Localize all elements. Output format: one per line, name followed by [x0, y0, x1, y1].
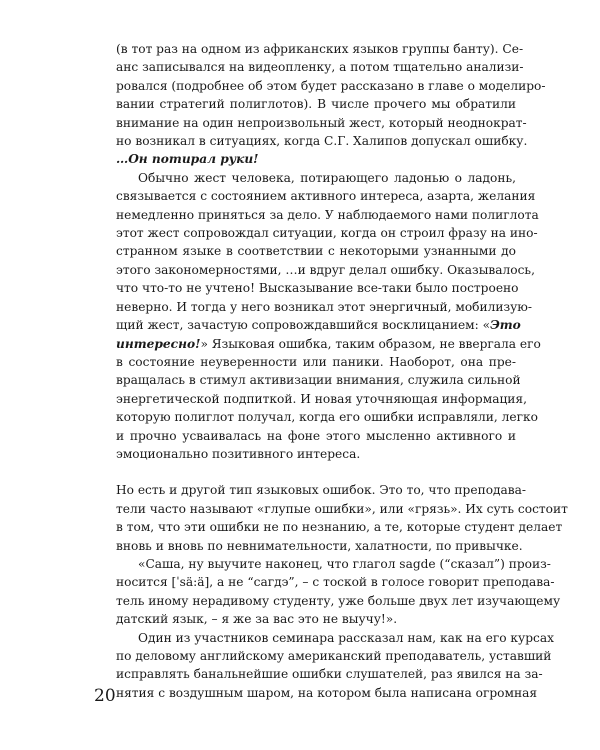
text-line: тель иному нерадивому студенту, уже больше двух лет изучающему — [116, 593, 561, 608]
text-line: немедленно приняться за дело. У наблюдаемого нами полиглота — [116, 207, 539, 222]
text-line: ровался (подробнее об этом будет рассказано в главе о моделиро- — [116, 78, 546, 93]
text-line: странном языке в соответствии с некоторыми узнанными до — [116, 244, 516, 259]
text-line: эмоционально позитивного интереса. — [116, 446, 361, 461]
text-line: энергетической подпиткой. И новая уточняющая информация, — [116, 391, 527, 406]
text-line: внимание на один непроизвольный жест, который неоднократ- — [116, 115, 527, 130]
text-line: этого закономерностями, …и вдруг делал ошибку. Оказывалось, — [116, 262, 535, 277]
text-line: тели часто называют «глупые ошибки», или «грязь». Их суть состоит — [116, 501, 568, 516]
text-line: исправлять банальнейшие ошибки слушателей, раз явился на за- — [116, 667, 543, 682]
text-line: и прочно усваивалась на фоне этого мысленно активного и — [116, 428, 516, 443]
text-line: Обычно жест человека, потирающего ладонью о ладонь, — [138, 170, 516, 185]
bold-italic-text: Это — [490, 318, 521, 333]
text-line: этот жест сопровождал ситуации, когда он строил фразу на ино- — [116, 226, 538, 241]
text-line: Один из участников семинара рассказал нам, как на его курсах — [138, 630, 554, 645]
paragraph-1 — [116, 40, 546, 169]
text-line — [116, 316, 521, 334]
text-line: вновь и вновь по невнимательности, халатности, по привычке. — [116, 538, 523, 553]
paragraph-3 — [116, 481, 568, 555]
text-fragment: щий жест, зачастую сопровождавшийся восклицанием: « — [116, 318, 491, 333]
paragraph-5 — [116, 629, 554, 703]
highlight-line: …Он потирал руки! — [116, 152, 259, 167]
text-line: которую полиглот получал, когда его ошибки исправляли, легко — [116, 410, 538, 425]
text-line: по деловому английскому американский преподаватель, уставший — [116, 649, 552, 663]
text-line: неверно. И тогда у него возникал этот энергичный, мобилизую- — [116, 299, 533, 314]
text-line: «Саша, ну выучите наконец, что глагол sagde (“сказал”) произ- — [138, 556, 551, 571]
page-number: 20 — [94, 686, 116, 706]
text-line: что что-то не учтено! Высказывание все-таки было построено — [116, 281, 519, 296]
text-line: носится [ˈsä:ä], а не “сагдэ”, – с тоской в голосе говорит преподава- — [116, 575, 555, 590]
text-fragment: » Языковая ошибка, таким образом, не ввергала его — [200, 336, 541, 351]
paragraph-4 — [116, 555, 561, 629]
text-line: анс записывался на видеопленку, а потом тщательно анализи- — [116, 60, 524, 75]
paragraph-gap — [116, 463, 516, 481]
text-line: вании стратегий полиглотов). В числе прочего мы обратили — [116, 97, 516, 112]
paragraph-2 — [116, 169, 541, 464]
text-line: связывается с состоянием активного интереса, азарта, желания — [116, 189, 536, 204]
text-line: датский язык, – я же за вас это не выучу!». — [116, 612, 398, 627]
text-line: вращалась в стимул активизации внимания, служила сильной — [116, 373, 521, 388]
text-line: в том, что эти ошибки не по незнанию, а те, которые студент делает — [116, 520, 563, 535]
body-text — [116, 40, 568, 702]
text-line: (в тот раз на одном из африканских языков группы банту). Се- — [116, 42, 524, 56]
bold-italic-text: интересно! — [116, 336, 201, 351]
text-line: нятия с воздушным шаром, на котором была написана огромная — [116, 685, 538, 700]
text-line: в состояние неуверенности или паники. Наоборот, она пре- — [116, 354, 516, 369]
text-line: но возникал в ситуациях, когда С.Г. Халипов допускал ошибку. — [116, 134, 528, 149]
text-line — [116, 335, 541, 353]
text-line: Но есть и другой тип языковых ошибок. Это то, что преподава- — [116, 483, 527, 498]
